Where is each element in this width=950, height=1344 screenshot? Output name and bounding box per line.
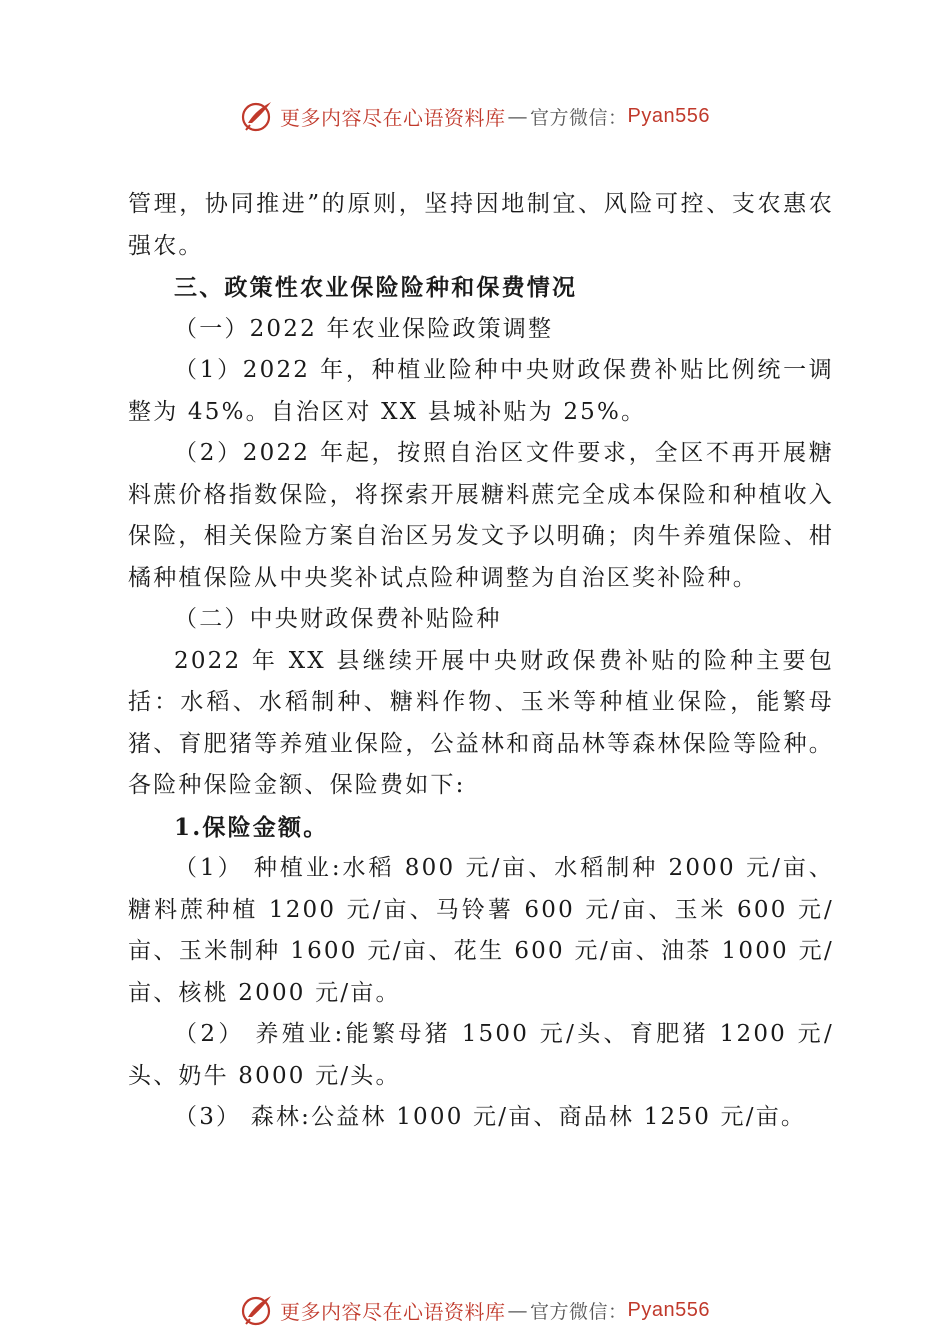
paragraph-subsidy-ratio: （1）2022 年，种植业险种中央财政保费补贴比例统一调整为 45%。自治区对 XX 县城补贴为 25%。: [128, 357, 834, 425]
quill-logo-icon: [240, 1293, 274, 1327]
footer-banner: [0, 1290, 950, 1330]
banner-wechat-label: 官方微信：: [530, 106, 628, 129]
banner-dash: —: [507, 104, 528, 128]
subsection-heading-2: （二）中央财政保费补贴险种: [174, 606, 502, 632]
header-banner: [0, 96, 950, 136]
banner-brand: 更多内容尽在心语资料库: [280, 1299, 506, 1324]
section-heading-3: 三、政策性农业保险险种和保费情况: [174, 274, 578, 301]
banner-wechat-label: 官方微信：: [530, 1300, 628, 1323]
paragraph-breeding: （2） 养殖业:能繁母猪 1500 元/头、育肥猪 1200 元/头、奶牛 8000 元/头。: [128, 1021, 834, 1089]
banner-text: [280, 1296, 710, 1325]
banner-dash: —: [507, 1298, 528, 1322]
banner-wechat-id: Pyan556: [627, 1298, 710, 1321]
paragraph-forestry: （3） 森林:公益林 1000 元/亩、商品林 1250 元/亩。: [174, 1104, 807, 1130]
paragraph-insurance-types: 2022 年 XX 县继续开展中央财政保费补贴的险种主要包括：水稻、水稻制种、糖料作物、玉米等种植业保险，能繁母猪、育肥猪等养殖业保险，公益林和商品林等森林保险等险种。各险种保险金额、保险费如下:: [128, 647, 834, 798]
item-heading-insured-amount: 1.保险金额。: [174, 813, 329, 841]
banner-brand: 更多内容尽在心语资料库: [280, 105, 506, 130]
paragraph-planting: （1） 种植业:水稻 800 元/亩、水稻制种 2000 元/亩、糖料蔗种植 1200 元/亩、马铃薯 600 元/亩、玉米 600 元/亩、玉米制种 1600 元/亩、花生 600 元/亩、油茶 1000 元/亩、核桃 2000 元/亩。: [128, 855, 834, 1006]
paragraph-continuation: 管理，协同推进”的原则，坚持因地制宜、风险可控、支农惠农强农。: [128, 191, 834, 259]
paragraph-policy-change: （2）2022 年起，按照自治区文件要求，全区不再开展糖料蔗价格指数保险，将探索开展糖料蔗完全成本保险和种植收入保险，相关保险方案自治区另发文予以明确；肉牛养殖保险、柑橘种植保险从中央奖补试点险种调整为自治区奖补险种。: [128, 440, 834, 591]
document-body: [128, 184, 834, 1139]
banner-wechat-id: Pyan556: [627, 104, 710, 127]
banner-text: [280, 102, 710, 131]
quill-logo-icon: [240, 99, 274, 133]
subsection-heading-1: （一）2022 年农业保险政策调整: [174, 315, 554, 342]
